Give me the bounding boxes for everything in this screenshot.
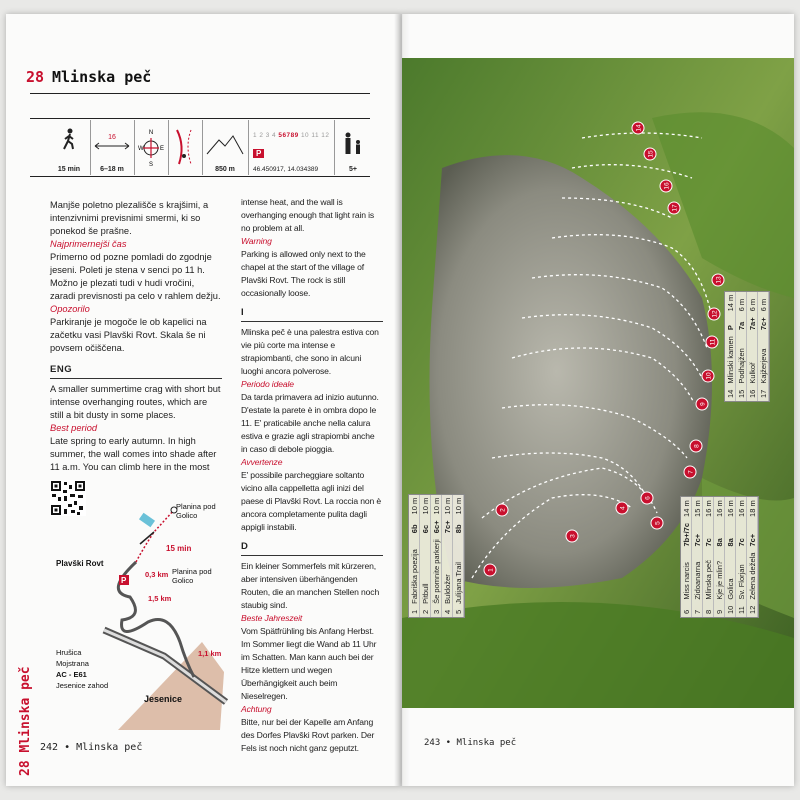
months-row	[253, 132, 337, 139]
map-parking-label: P	[121, 576, 127, 585]
route-row	[747, 292, 758, 401]
route-number: 9	[714, 603, 725, 617]
eng-heading: ENG	[50, 363, 222, 379]
route-row	[736, 497, 747, 617]
route-number: 4	[442, 607, 453, 617]
route-length: 14 m	[681, 497, 692, 520]
route-grade: 7c+	[747, 520, 758, 550]
ita-warning: E' possibile parcheggiare soltanto vicino alla cappelletta agli inizi del paese di Plavški Rovt. La roccia non è ancora completamente pulita dagli appigli instabili.	[241, 470, 381, 532]
route-length: 10 m	[431, 495, 442, 518]
route-number: 8	[703, 603, 714, 617]
route-name: Zidoanarna	[692, 550, 703, 603]
eng-period-1: Late spring to early autumn. In high summer, the wall comes into shade after 11 a.m. You can climb here in the most	[50, 436, 217, 472]
text-column-1	[50, 199, 222, 474]
route-name: Fabriška poezija	[409, 536, 420, 607]
month-9: 9	[294, 132, 299, 139]
route-name: Zelena dežela	[747, 550, 758, 603]
month-11: 11	[311, 132, 319, 139]
route-number: 5	[453, 607, 464, 617]
page-title: Mlinska peč	[52, 68, 152, 86]
eng-period-2: intense heat, and the wall is overhanging enough that light rain is no problem at all.	[241, 197, 375, 233]
route-name: Buldožer	[442, 536, 453, 607]
route-marker: 8	[693, 444, 701, 448]
route-name: Še pomnite parkerji	[431, 536, 442, 607]
route-marker: 5	[654, 521, 662, 525]
walk-time-cell	[50, 120, 88, 175]
route-row	[758, 292, 769, 401]
route-length: 6 m	[747, 292, 758, 315]
route-grade: 7c	[736, 520, 747, 550]
kids-cell	[334, 120, 371, 175]
compass-s: S	[148, 162, 154, 168]
altitude: 850 m	[215, 166, 235, 173]
route-number: 17	[758, 387, 769, 401]
month-8: 8	[290, 132, 295, 139]
deu-warning-heading: Achtung	[241, 704, 272, 714]
map-distance-2: 1,5 km	[148, 594, 172, 603]
route-marker: 9	[699, 402, 707, 406]
route-length: 10 m	[442, 495, 453, 518]
route-grade: 7a	[736, 314, 747, 333]
route-name: Pitbull	[420, 536, 431, 607]
eng-warning-heading: Warning	[241, 236, 272, 246]
route-table-b	[680, 496, 759, 618]
slo-period: Primerno od pozne pomladi do zgodnje jeseni. Poleti je stena v senci po 11 h. Možno je plezati tudi v hudi vročini, zaradi previsnosti pa celo v rahlem dežju.	[50, 252, 221, 301]
access-map	[44, 492, 244, 742]
height-cell	[90, 120, 133, 175]
parking-row	[253, 149, 337, 158]
route-row	[431, 495, 442, 617]
month-4: 4	[272, 132, 277, 139]
route-grade: 7c+	[758, 314, 769, 333]
route-row	[420, 495, 431, 617]
route-row	[714, 497, 725, 617]
route-grade: 6b	[409, 517, 420, 536]
route-row	[747, 497, 758, 617]
route-length: 14 m	[725, 292, 736, 315]
route-row	[409, 495, 420, 617]
eng-warning: Parking is allowed only next to the chapel at the start of the village of Plavški Rovt. The rock is still occasionally loose.	[241, 249, 366, 298]
route-length: 10 m	[420, 495, 431, 518]
compass-n: N	[148, 130, 154, 136]
compass-w: W	[138, 146, 144, 152]
month-3: 3	[265, 132, 270, 139]
sun-shade-cell	[168, 120, 201, 175]
route-number: 16	[747, 387, 758, 401]
route-length: 16 m	[725, 497, 736, 520]
route-name: Mlinski kamen	[725, 333, 736, 387]
info-rule-bottom	[30, 176, 370, 177]
route-marker: 4	[619, 506, 627, 510]
route-row	[681, 497, 692, 617]
route-number: 10	[725, 603, 736, 617]
title-rule	[30, 93, 370, 94]
kids-age: 5+	[349, 166, 357, 173]
deu-period: Vom Spätfrühling bis Anfang Herbst. Im Sommer liegt die Wand ab 11 Uhr im Schatten. Man kann auch bei der Hitze klettern und wegen Überhängigkeit auch beim Nieselregen.	[241, 626, 377, 701]
route-row	[453, 495, 464, 617]
slo-warning-heading: Opozorilo	[50, 304, 90, 314]
route-marker: 15	[647, 150, 655, 158]
route-number: 12	[747, 603, 758, 617]
side-title-label: 28 Mlinska peč	[18, 666, 33, 776]
route-length: 16 m	[736, 497, 747, 520]
side-title-text	[18, 666, 33, 776]
route-name: Sv. Florjan	[736, 550, 747, 603]
route-grade: 8b	[453, 517, 464, 536]
deu-heading: D	[241, 540, 383, 556]
map-planina-label: Planina pod Golico	[176, 502, 216, 520]
gps-coordinates: 46.450917, 14.034389	[253, 166, 319, 173]
route-grade: 7c+	[442, 517, 453, 536]
route-length: 6 m	[758, 292, 769, 315]
route-height: 6–18 m	[100, 166, 124, 173]
map-planina-label-2: Planina pod Golico	[172, 567, 212, 585]
height-number: 16	[108, 134, 116, 141]
map-town-4: Jesenice zahod	[56, 681, 109, 690]
walk-time: 15 min	[57, 166, 81, 173]
orientation-cell	[134, 120, 167, 175]
map-town-2: Mojstrana	[56, 659, 89, 668]
map-walk-time: 15 min	[166, 544, 192, 553]
route-grade: 6c+	[431, 517, 442, 536]
route-marker: 3	[569, 534, 577, 538]
route-row	[725, 497, 736, 617]
route-name: Mlinska peč	[703, 550, 714, 603]
ita-period-heading: Periodo ideale	[241, 379, 294, 389]
slo-intro: Manjše poletno plezališče s krajšimi, a intenzivnimi previsnimi smermi, ki so ponekod še prašne.	[50, 200, 209, 236]
route-number: 3	[431, 607, 442, 617]
route-marker: 6	[644, 496, 652, 500]
ita-heading: I	[241, 306, 383, 322]
crag-marker	[139, 513, 155, 528]
route-length: 10 m	[409, 495, 420, 518]
route-grade: 6c	[420, 517, 431, 536]
parking-icon: P	[253, 149, 264, 158]
side-title	[12, 606, 42, 776]
info-rule-top	[30, 118, 370, 119]
right-page-content	[402, 0, 794, 800]
compass-e: E	[160, 146, 165, 152]
route-row	[692, 497, 703, 617]
route-number: 15	[736, 387, 747, 401]
month-7: 7	[286, 132, 291, 139]
route-grade: 8a	[714, 520, 725, 550]
route-grade: P	[725, 314, 736, 333]
month-2: 2	[259, 132, 264, 139]
route-number: 6	[681, 603, 692, 617]
slo-period-heading: Najprimernejši čas	[50, 239, 127, 249]
map-distance-3: 1,1 km	[198, 649, 222, 658]
sun-arc-icon	[171, 126, 199, 168]
route-grade: 7a+	[747, 314, 758, 333]
route-marker: 2	[499, 508, 507, 512]
left-page-footer: 242 • Mlinska peč	[40, 742, 143, 753]
route-name: Golica	[725, 550, 736, 603]
route-marker: 16	[663, 182, 671, 190]
route-marker: 10	[705, 372, 713, 380]
map-jesenice-label: Jesenice	[144, 694, 183, 704]
route-row	[703, 497, 714, 617]
altitude-cell	[202, 120, 247, 175]
route-grade: 8a	[725, 520, 736, 550]
map-town-3: AC - E61	[56, 670, 87, 679]
height-arrow-icon	[93, 141, 131, 151]
route-marker: 1	[487, 568, 495, 572]
route-number: 1	[409, 607, 420, 617]
route-grade: 7c	[703, 520, 714, 550]
route-row	[442, 495, 453, 617]
route-grade: 7c+	[692, 520, 703, 550]
route-name: Julijana Trail	[453, 536, 464, 607]
eng-intro: A smaller summertime crag with short but intense overhanging routes, which are still a bit dusty in some places.	[50, 384, 221, 420]
route-number: 11	[736, 603, 747, 617]
route-length: 16 m	[703, 497, 714, 520]
route-length: 6 m	[736, 292, 747, 315]
route-name: Podhajžen	[736, 333, 747, 387]
route-marker: 7	[687, 470, 695, 474]
map-village-label: Plavški Rovt	[56, 559, 104, 568]
hiker-icon	[61, 128, 77, 150]
route-marker: 13	[715, 276, 723, 284]
ita-intro: Mlinska peč è una palestra estiva con vie più corte ma intense e strapiombanti, che sono in alcuni luoghi ancora polverose.	[241, 327, 379, 376]
month-6: 6	[282, 132, 287, 139]
season-cell	[248, 120, 337, 175]
route-marker: 11	[709, 338, 717, 346]
route-number: 2	[420, 607, 431, 617]
route-row	[725, 292, 736, 401]
month-5: 5	[278, 132, 283, 139]
route-marker: 17	[671, 204, 679, 212]
month-1: 1	[253, 132, 258, 139]
month-10: 10	[300, 132, 310, 139]
family-icon	[340, 132, 366, 156]
route-marker: 12	[711, 310, 719, 318]
compass-icon	[136, 128, 166, 168]
route-table-c	[724, 291, 770, 402]
route-table-a	[408, 494, 465, 618]
chapter-number: 28	[26, 68, 45, 86]
route-length: 15 m	[692, 497, 703, 520]
deu-period-heading: Beste Jahreszeit	[241, 613, 303, 623]
deu-warning: Bitte, nur bei der Kapelle am Anfang des Dorfes Plavški Rovt parken. Der Fels ist noch nicht ganz geputzt.	[241, 717, 375, 753]
mountain-icon	[205, 132, 245, 156]
ita-period: Da tarda primavera ad inizio autunno. D'estate la parete è in ombra dopo le 11. E' praticabile anche nella calura estiva e grazie agli strapiombi anche in caso di debole pioggia.	[241, 392, 379, 454]
text-column-2	[241, 196, 383, 755]
route-number: 7	[692, 603, 703, 617]
route-name: Kajžerjeva	[758, 333, 769, 387]
route-row	[736, 292, 747, 401]
map-distance-1: 0,3 km	[145, 570, 169, 579]
route-name: Kje je mlin?	[714, 550, 725, 603]
slo-warning: Parkiranje je mogoče le ob kapelici na začetku vasi Plavški Rovt. Skala še ni povsem očiščena.	[50, 317, 207, 353]
ita-warning-heading: Avvertenze	[241, 457, 283, 467]
map-towns	[56, 647, 108, 691]
map-town-1: Hrušica	[56, 648, 82, 657]
route-name: Kulkoř	[747, 333, 758, 387]
eng-period-heading: Best period	[50, 423, 98, 433]
right-page-footer: 243 • Mlinska peč	[424, 738, 517, 748]
route-length: 10 m	[453, 495, 464, 518]
route-length: 16 m	[714, 497, 725, 520]
route-length: 18 m	[747, 497, 758, 520]
route-marker: 14	[635, 124, 643, 132]
month-12: 12	[321, 132, 330, 139]
route-name: Miss narcis	[681, 550, 692, 603]
route-number: 14	[725, 387, 736, 401]
deu-intro: Ein kleiner Sommerfels mit kürzeren, aber intensiven überhängenden Routen, die an manchen Stellen noch staubig sind.	[241, 561, 380, 610]
route-grade: 7b+/7c	[681, 520, 692, 550]
